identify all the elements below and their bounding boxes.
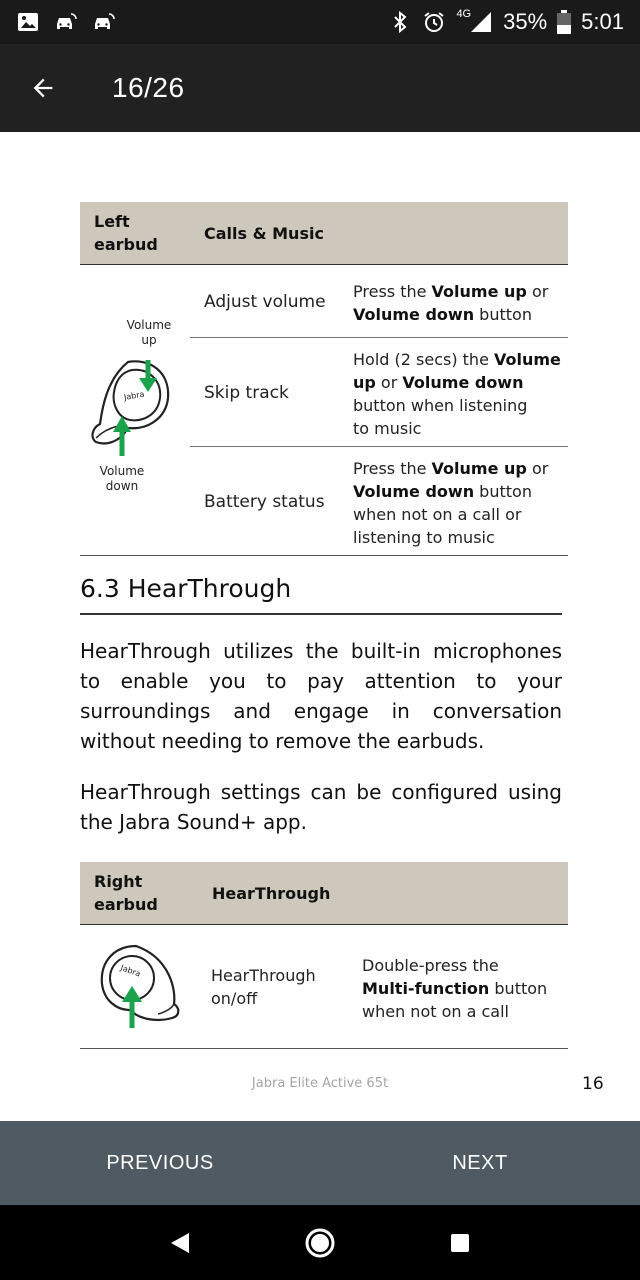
volume-up-label-line1: Volume: [126, 318, 172, 332]
volume-down-label-line2: down: [105, 479, 139, 493]
table-right-earbud-header: [80, 862, 568, 925]
volume-down-label: [92, 464, 152, 494]
header-col1: [80, 210, 158, 256]
triangle-back-icon: [169, 1231, 191, 1255]
pagination-bar: [0, 1121, 640, 1205]
image-icon: [16, 10, 40, 34]
document-page-number: 16: [582, 1074, 604, 1094]
document-page: [0, 132, 640, 1120]
square-recents-icon: [449, 1232, 471, 1254]
action-battery-status: Battery status: [204, 492, 325, 512]
system-back-button[interactable]: [160, 1223, 200, 1263]
page-indicator-title: 16/26: [112, 72, 185, 103]
desc-skip-track: Hold (2 secs) the Volume up or Volume down button when listening to music: [353, 350, 561, 438]
signal-icon: [469, 10, 493, 34]
volume-up-label-line2: up: [141, 333, 157, 347]
row-divider: [190, 337, 568, 338]
header-col1-line1: Left: [94, 212, 130, 231]
notification-icons: [16, 10, 116, 34]
car-icon: [92, 10, 116, 34]
action-hearthrough-toggle: [211, 964, 316, 1010]
action-adjust-volume: Adjust volume: [204, 292, 326, 312]
header-col1-line2: earbud: [94, 235, 158, 254]
header-col1: [80, 870, 158, 916]
battery-icon: [557, 10, 571, 34]
back-button[interactable]: [0, 44, 86, 132]
action-skip-track: Skip track: [204, 383, 289, 403]
desc-adjust-volume: Press the Volume up or Volume down button: [353, 282, 549, 324]
document-footer-product: Jabra Elite Active 65t: [251, 1076, 389, 1091]
car-icon: [54, 10, 78, 34]
circle-home-icon: [304, 1227, 336, 1259]
header-col2: HearThrough: [212, 883, 331, 903]
left-earbud-illustration: [88, 350, 178, 460]
previous-button[interactable]: PREVIOUS: [106, 1151, 214, 1174]
header-col1-line1: Right: [94, 872, 143, 891]
bluetooth-icon: [388, 10, 412, 34]
right-earbud-illustration: [96, 942, 186, 1032]
volume-down-label-line1: Volume: [99, 464, 145, 478]
section-rule: [80, 613, 562, 615]
desc-battery-status: Press the Volume up or Volume down button when not on a call or listening to music: [353, 459, 549, 547]
network-type: 4G: [456, 8, 472, 20]
section-heading: 6.3 HearThrough: [80, 574, 292, 603]
table-left-earbud-header: [80, 202, 568, 265]
header-col1-line2: earbud: [94, 895, 158, 914]
action-line2: on/off: [211, 989, 258, 1008]
desc-hearthrough-toggle: Double-press the Multi-function button when not on a call: [362, 956, 548, 1021]
alarm-icon: [422, 10, 446, 34]
app-bar: [0, 44, 640, 132]
earbud-brand-text: Jabra: [119, 963, 142, 979]
earbud-brand-text: Jabra: [123, 389, 146, 403]
table-bottom-rule: [80, 1048, 568, 1049]
battery-percent: 35%: [503, 9, 548, 34]
volume-up-label: [120, 318, 178, 348]
row-divider: [190, 446, 568, 447]
paragraph-hearthrough-settings: HearThrough settings can be configured using the Jabra Sound+ app.: [80, 780, 562, 834]
system-recents-button[interactable]: [440, 1223, 480, 1263]
paragraph-hearthrough-intro: HearThrough utilizes the built-in microphones to enable you to pay attention to your surroundings and engage in conversation without needing to remove the earbuds.: [80, 639, 562, 753]
header-col2: Calls & Music: [204, 223, 324, 243]
status-bar: [0, 0, 640, 44]
clock: 5:01: [581, 9, 624, 34]
arrow-left-icon: [29, 74, 57, 102]
next-button[interactable]: NEXT: [452, 1151, 508, 1174]
system-home-button[interactable]: [300, 1223, 340, 1263]
status-indicators: [388, 9, 624, 35]
system-navigation-bar: [0, 1205, 640, 1280]
action-line1: HearThrough: [211, 966, 316, 985]
table-bottom-rule: [80, 555, 568, 556]
